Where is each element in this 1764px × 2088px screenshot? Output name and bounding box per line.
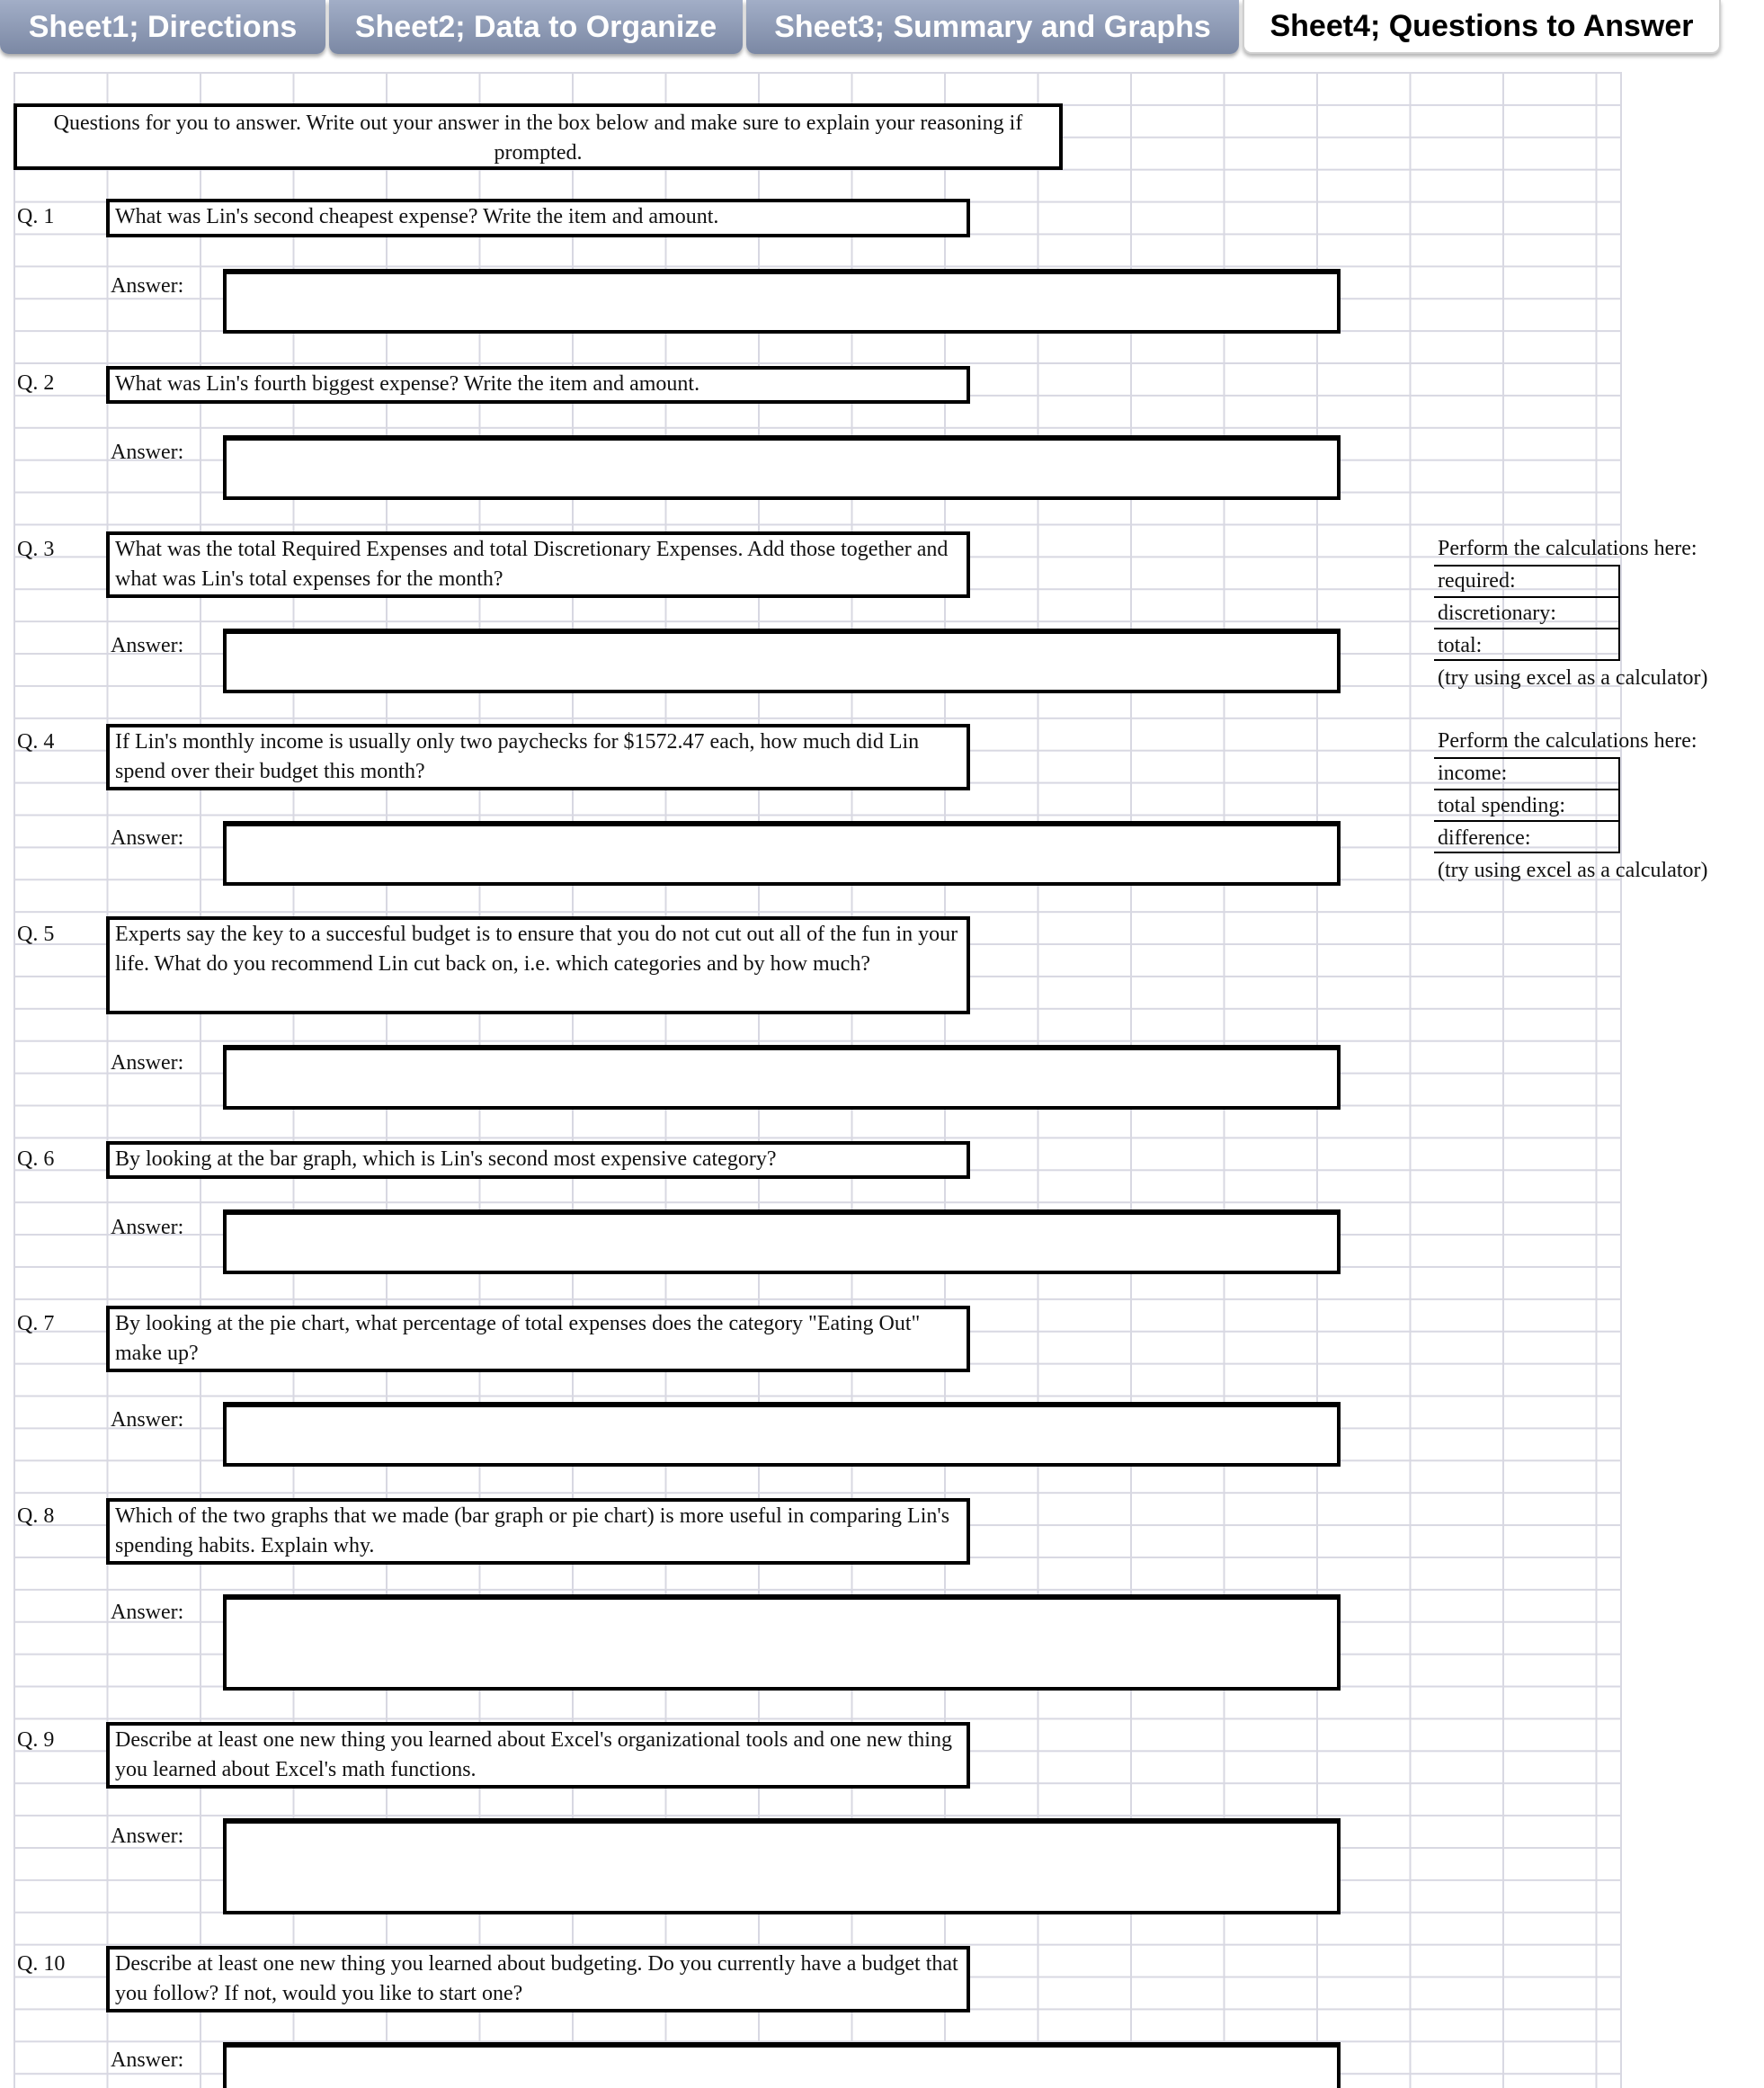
calc-note: (try using excel as a calculator) — [1438, 859, 1708, 882]
calc-label-income: income: — [1438, 762, 1508, 785]
answer-box-7[interactable] — [223, 1402, 1341, 1467]
answer-label: Answer: — [111, 1051, 184, 1075]
question-6-text: By looking at the bar graph, which is Lin's second most expensive category? — [106, 1141, 970, 1179]
question-1-text: What was Lin's second cheapest expense? Write the item and amount. — [106, 199, 970, 237]
question-2-text: What was Lin's fourth biggest expense? Write the item and amount. — [106, 366, 970, 404]
calc-header: Perform the calculations here: — [1438, 537, 1697, 560]
question-number: Q. 4 — [17, 730, 55, 754]
question-number: Q. 5 — [17, 923, 55, 946]
question-5-text: Experts say the key to a succesful budget is to ensure that you do not cut out all of the fun in your life. What do you recommend Lin cut back on, i.e. which categories and by how much? — [106, 916, 970, 1014]
tab-sheet4-questions-to-answer[interactable]: Sheet4; Questions to Answer — [1243, 0, 1721, 54]
answer-label: Answer: — [111, 826, 184, 850]
calc-cell-discretionary[interactable] — [1434, 596, 1620, 629]
calc-cell-total-spending[interactable] — [1434, 789, 1620, 822]
answer-label: Answer: — [111, 1216, 184, 1239]
question-number: Q. 10 — [17, 1952, 66, 1976]
calc-cell-income[interactable] — [1434, 757, 1620, 790]
calc-label-discretionary: discretionary: — [1438, 602, 1556, 625]
calc-cell-total[interactable] — [1434, 628, 1620, 661]
calc-note: (try using excel as a calculator) — [1438, 666, 1708, 690]
calc-header: Perform the calculations here: — [1438, 729, 1697, 753]
question-number: Q. 1 — [17, 205, 55, 228]
calc-label-total-spending: total spending: — [1438, 794, 1565, 817]
tab-sheet1-directions[interactable]: Sheet1; Directions — [0, 0, 325, 54]
question-number: Q. 8 — [17, 1504, 55, 1528]
answer-label: Answer: — [111, 1408, 184, 1432]
answer-box-6[interactable] — [223, 1209, 1341, 1274]
answer-box-2[interactable] — [223, 435, 1341, 500]
question-number: Q. 7 — [17, 1312, 55, 1335]
calc-cell-required[interactable] — [1434, 565, 1620, 598]
tab-sheet3-summary-and-graphs[interactable]: Sheet3; Summary and Graphs — [746, 0, 1239, 54]
instructions-box: Questions for you to answer. Write out your answer in the box below and make sure to explain your reasoning if prompted. — [13, 103, 1063, 170]
answer-label: Answer: — [111, 2048, 184, 2072]
calc-label-total: total: — [1438, 634, 1483, 657]
question-number: Q. 2 — [17, 371, 55, 395]
answer-box-4[interactable] — [223, 821, 1341, 886]
answer-box-5[interactable] — [223, 1045, 1341, 1110]
spreadsheet-grid[interactable] — [13, 72, 1708, 2088]
sheet-tab-bar — [0, 0, 1764, 56]
question-9-text: Describe at least one new thing you learned about Excel's organizational tools and one new thing you learned about Excel's math functions. — [106, 1722, 970, 1789]
answer-box-3[interactable] — [223, 629, 1341, 693]
answer-box-8[interactable] — [223, 1594, 1341, 1691]
answer-label: Answer: — [111, 1601, 184, 1624]
calc-cell-difference[interactable] — [1434, 820, 1620, 853]
answer-label: Answer: — [111, 634, 184, 657]
answer-box-1[interactable] — [223, 269, 1341, 334]
question-number: Q. 6 — [17, 1147, 55, 1171]
question-8-text: Which of the two graphs that we made (bar graph or pie chart) is more useful in comparing Lin's spending habits. Explain why. — [106, 1498, 970, 1565]
answer-box-9[interactable] — [223, 1818, 1341, 1914]
question-number: Q. 9 — [17, 1728, 55, 1752]
question-10-text: Describe at least one new thing you learned about budgeting. Do you currently have a budget that you follow? If not, would you like to start one? — [106, 1946, 970, 2012]
tab-sheet2-data-to-organize[interactable]: Sheet2; Data to Organize — [329, 0, 743, 54]
question-number: Q. 3 — [17, 538, 55, 561]
answer-label: Answer: — [111, 441, 184, 464]
question-3-text: What was the total Required Expenses and total Discretionary Expenses. Add those together and what was Lin's total expenses for the month? — [106, 531, 970, 598]
calc-label-required: required: — [1438, 569, 1516, 593]
calc-label-difference: difference: — [1438, 826, 1531, 850]
answer-box-10[interactable] — [223, 2042, 1341, 2088]
question-7-text: By looking at the pie chart, what percentage of total expenses does the category "Eating Out" make up? — [106, 1306, 970, 1372]
answer-label: Answer: — [111, 1825, 184, 1848]
question-4-text: If Lin's monthly income is usually only two paychecks for $1572.47 each, how much did Lin spend over their budget this month? — [106, 724, 970, 790]
answer-label: Answer: — [111, 274, 184, 298]
